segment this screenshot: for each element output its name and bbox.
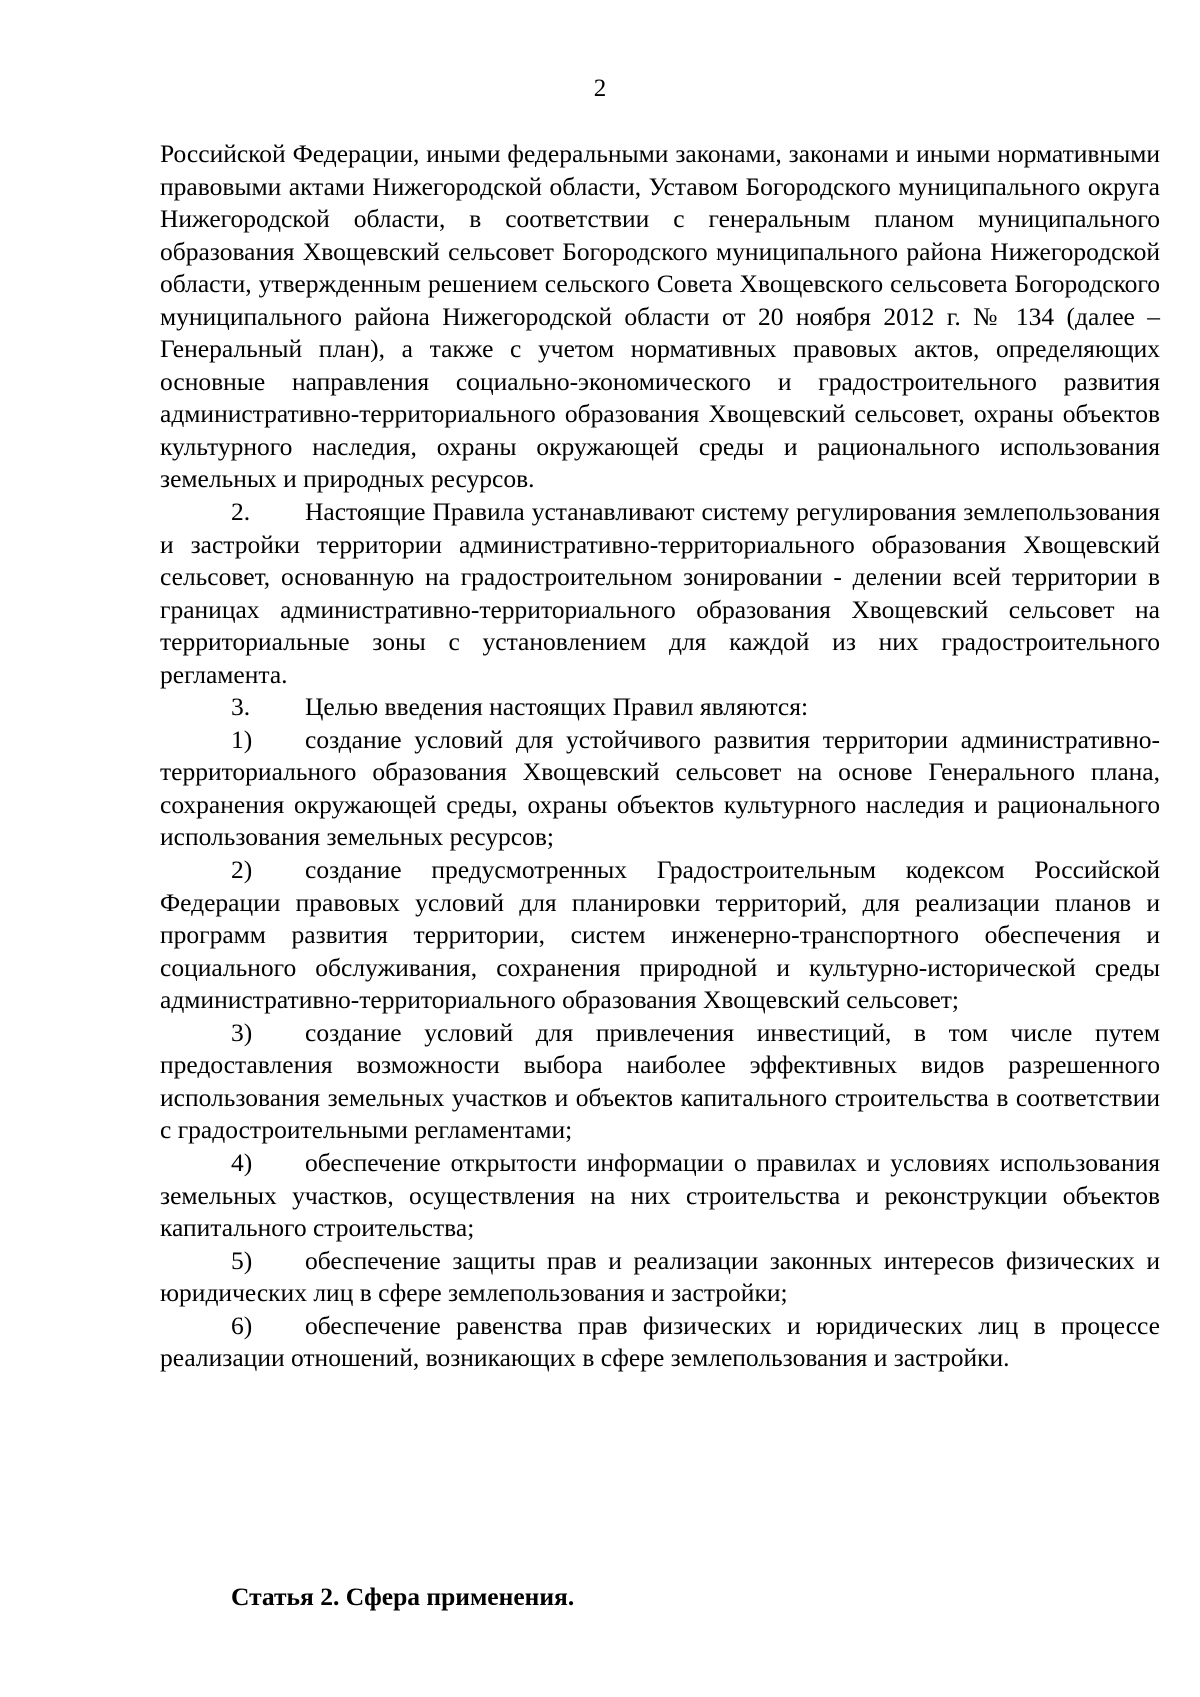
- list-item-number: 2): [231, 855, 253, 885]
- paragraph-number: 2.: [231, 497, 251, 527]
- paragraph-continuation: [160, 138, 1160, 496]
- list-item-text: обеспечение открытости информации о правилах и условиях использования земельных участков, осуществления на них строительства и реконструкции объектов капитального строительства;: [160, 1147, 1160, 1243]
- list-item-6: [160, 1310, 1160, 1375]
- page-number: 2: [593, 75, 607, 102]
- list-item-text: создание предусмотренных Градостроительным кодексом Российской Федерации правовых условий для планировки территорий, для реализации планов и программ развития территории, систем инженерно-транспортного обеспечения и социального обслуживания, сохранения природной и культурно-исторической среды административно-территориального образования Хвощевский сельсовет;: [160, 855, 1160, 1015]
- paragraph-number: 3.: [231, 692, 251, 722]
- paragraph-text: Целью введения настоящих Правил являются:: [305, 692, 809, 722]
- list-item-text: обеспечение защиты прав и реализации законных интересов физических и юридических лиц в сфере землепользования и застройки;: [160, 1245, 1160, 1308]
- list-item-text: создание условий для привлечения инвестиций, в том числе путем предоставления возможности выбора наиболее эффективных видов разрешенного использования земельных участков и объектов капитального строительства в соответствии с градостроительными регламентами;: [160, 1017, 1160, 1145]
- paragraph-2: [160, 496, 1160, 691]
- list-item-number: 3): [231, 1017, 253, 1047]
- article-heading: Статья 2. Сфера применения.: [231, 1582, 575, 1611]
- list-item-number: 5): [231, 1245, 253, 1275]
- paragraph-text: Российской Федерации, иными федеральными законами, законами и иными нормативными правовыми актами Нижегородской области, Уставом Богородского муниципального округа Нижегородской области, в соответствии с генеральным планом муниципального образования Хвощевский сельсовет Богородского муниципального района Нижегородской области, утвержденным решением сельского Совета Хвощевского сельсовета Богородского муниципального района Нижегородской области от 20 ноября 2012 г. № 134 (далее – Генеральный план), а также с учетом нормативных правовых актов, определяющих основные направления социально-экономического и градостроительного развития административно-территориального образования Хвощевский сельсовет, охраны объектов культурного наследия, охраны окружающей среды и рационального использования земельных и природных ресурсов.: [160, 139, 1160, 494]
- document-body: [160, 138, 1160, 1375]
- list-item-number: 1): [231, 724, 253, 754]
- list-item-text: создание условий для устойчивого развития территории административно-территориального образования Хвощевский сельсовет на основе Генерального плана, сохранения окружающей среды, охраны объектов культурного наследия и рационального использования земельных ресурсов;: [160, 724, 1160, 852]
- list-item-number: 6): [231, 1310, 253, 1340]
- paragraph-3: [160, 691, 1160, 724]
- paragraph-text: Настоящие Правила устанавливают систему регулирования землепользования и застройки территории административно-территориального образования Хвощевский сельсовет, основанную на градостроительном зонировании - делении всей территории в границах административно-территориального образования Хвощевский сельсовет на территориальные зоны с установлением для каждой из них градостроительного регламента.: [160, 497, 1160, 689]
- list-item-4: [160, 1147, 1160, 1245]
- list-item-number: 4): [231, 1147, 253, 1177]
- list-item-5: [160, 1245, 1160, 1310]
- list-item-text: обеспечение равенства прав физических и юридических лиц в процессе реализации отношений, возникающих в сфере землепользования и застройки.: [160, 1310, 1160, 1373]
- list-item-2: [160, 854, 1160, 1017]
- list-item-1: [160, 724, 1160, 854]
- list-item-3: [160, 1017, 1160, 1147]
